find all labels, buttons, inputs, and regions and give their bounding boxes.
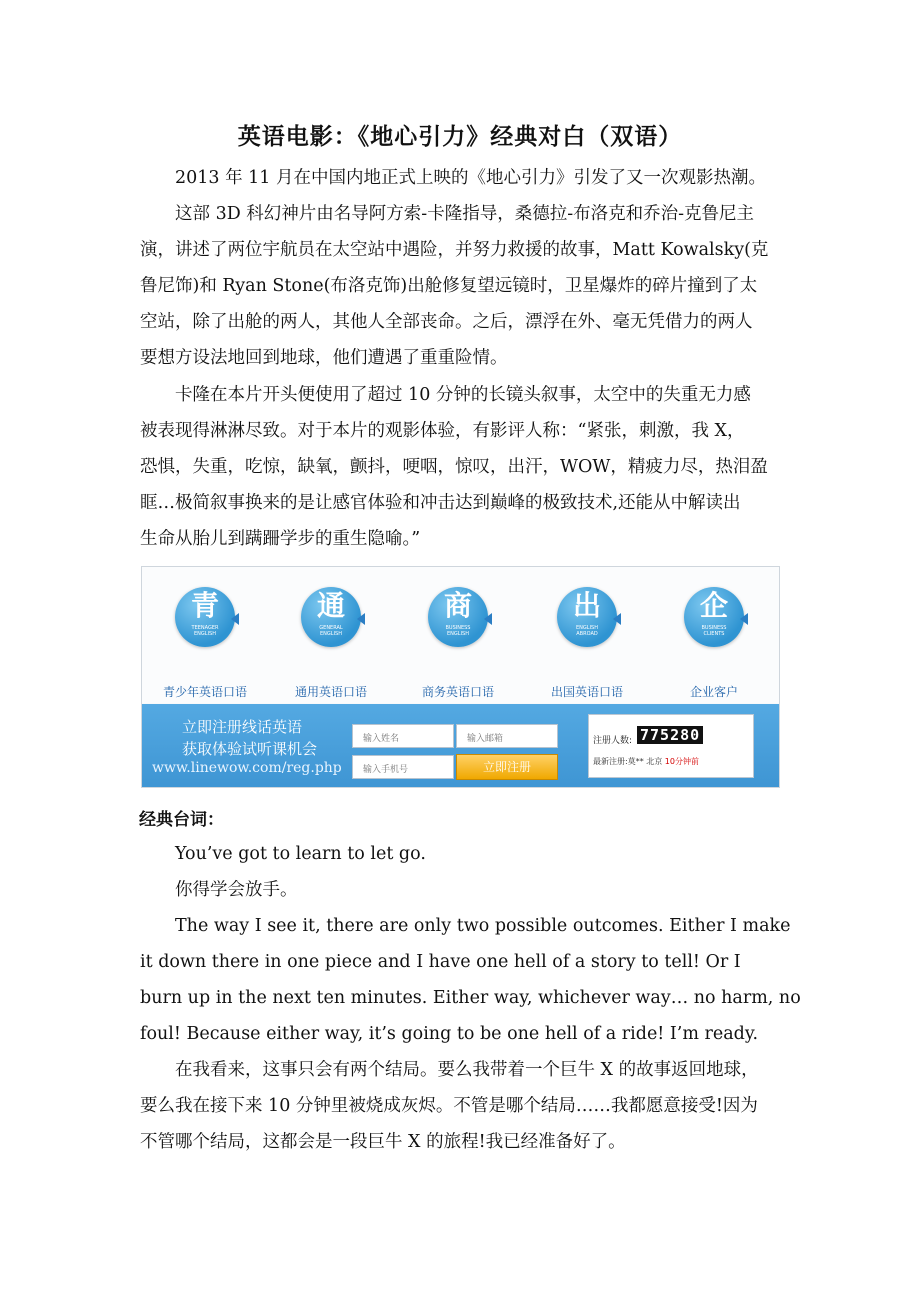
badge-subtitle: BUSINESS CLIENTS: [701, 625, 727, 637]
badge-subtitle: GENERAL ENGLISH: [319, 625, 343, 637]
course-categories: [142, 567, 779, 703]
intro-paragraph: [140, 160, 788, 196]
latest-prefix: 最新注册:莫** 北京: [593, 757, 663, 766]
business-badge-icon: [428, 587, 488, 647]
text-line: The way I see it, there are only two possible outcomes. Either I make: [175, 916, 791, 936]
quote-english: You’ve got to learn to let go.: [175, 844, 426, 864]
badge-subtitle: ENGLISH ABROAD: [576, 625, 598, 637]
email-input[interactable]: 输入邮箱: [456, 724, 558, 748]
category-business[interactable]: [403, 587, 513, 700]
badge-subtitle: BUSINESS ENGLISH: [445, 625, 471, 637]
phone-input[interactable]: 输入手机号: [352, 755, 454, 779]
text-line: 空站，除了出舱的两人，其他人全部丧命。之后，漂浮在外、毫无凭借力的两人: [140, 312, 753, 332]
registration-stats: [588, 714, 754, 778]
text-line: burn up in the next ten minutes. Either way, whichever way… no harm, no: [140, 988, 801, 1008]
badge-glyph: 通: [316, 589, 345, 622]
review-paragraph: [140, 377, 788, 557]
quote-1: [140, 836, 788, 908]
count-label: 注册人数:: [593, 736, 633, 746]
quote-chinese: 你得学会放手。: [175, 880, 298, 900]
badge-glyph: 出: [572, 589, 601, 622]
category-label[interactable]: 通用英语口语: [294, 685, 367, 699]
teenager-badge-icon: [175, 587, 235, 647]
category-abroad[interactable]: [532, 587, 642, 700]
category-enterprise[interactable]: [659, 587, 769, 700]
badge-glyph: 青: [190, 589, 219, 622]
latest-time: 10分钟前: [664, 757, 699, 766]
text-line: 2013 年 11 月在中国内地正式上映的《地心引力》引发了又一次观影热潮。: [175, 168, 766, 188]
category-label[interactable]: 青少年英语口语: [162, 685, 247, 699]
text-line: 在我看来，这事只会有两个结局。要么我带着一个巨牛 X 的故事返回地球，: [175, 1060, 759, 1080]
text-line: 演，讲述了两位宇航员在太空站中遇险，并努力救援的故事，Matt Kowalsky(克: [140, 240, 769, 260]
name-input[interactable]: 输入姓名: [352, 724, 454, 748]
text-line: 被表现得淋淋尽致。对于本片的观影体验，有影评人称：“紧张，刺激，我 X，: [140, 421, 745, 441]
general-badge-icon: [301, 587, 361, 647]
text-line: 生命从胎儿到蹒跚学步的重生隐喻。”: [140, 529, 421, 549]
text-line: it down there in one piece and I have one hell of a story to tell! Or I: [140, 952, 741, 972]
enterprise-badge-icon: [684, 587, 744, 647]
registration-counter: 775280: [637, 726, 703, 744]
latest-registration: [593, 756, 699, 767]
category-label[interactable]: 企业客户: [689, 685, 738, 699]
text-line: foul! Because either way, it’s going to be one hell of a ride! I’m ready.: [140, 1024, 759, 1044]
category-teenager[interactable]: [150, 587, 260, 700]
text-line: 鲁尼饰)和 Ryan Stone(布洛克饰)出舱修复望远镜时，卫星爆炸的碎片撞到了太: [140, 276, 758, 296]
ad-banner[interactable]: [141, 566, 780, 788]
register-button[interactable]: 立即注册: [456, 754, 558, 780]
quote-2-chinese: [140, 1052, 788, 1160]
quote-2-english: [140, 908, 820, 1052]
promo-line-2: 获取体验试听课机会: [182, 740, 318, 758]
text-line: 要么我在接下来 10 分钟里被烧成灰烬。不管是哪个结局……我都愿意接受!因为: [140, 1096, 758, 1116]
text-line: 卡隆在本片开头便使用了超过 10 分钟的长镜头叙事，太空中的失重无力感: [175, 385, 751, 405]
category-general[interactable]: [276, 587, 386, 700]
category-label[interactable]: 商务英语口语: [421, 685, 494, 699]
text-line: 恐惧，失重，吃惊，缺氧，颤抖，哽咽，惊叹，出汗，WOW，精疲力尽，热泪盈: [140, 457, 768, 477]
text-line: 这部 3D 科幻神片由名导阿方索-卡隆指导，桑德拉-布洛克和乔治-克鲁尼主: [175, 204, 755, 224]
badge-subtitle: TEENAGER ENGLISH: [191, 625, 219, 637]
badge-glyph: 企: [699, 589, 728, 622]
registration-url[interactable]: www.linewow.com/reg.php: [152, 760, 342, 776]
category-label[interactable]: 出国英语口语: [550, 685, 623, 699]
abroad-badge-icon: [557, 587, 617, 647]
quotes-heading: 经典台词：: [139, 810, 224, 830]
article-title: 英语电影：《地心引力》经典对白（双语）: [237, 123, 683, 150]
text-line: 要想方设法地回到地球，他们遭遇了重重险情。: [140, 348, 508, 368]
text-line: 眶…极简叙事换来的是让感官体验和冲击达到巅峰的极致技术,还能从中解读出: [140, 493, 741, 513]
badge-glyph: 商: [443, 589, 472, 622]
text-line: 不管哪个结局，这都会是一段巨牛 X 的旅程!我已经准备好了。: [140, 1132, 626, 1152]
plot-paragraph: [140, 196, 788, 376]
registration-bar: [142, 704, 779, 788]
promo-line-1: 立即注册线话英语: [182, 718, 303, 736]
